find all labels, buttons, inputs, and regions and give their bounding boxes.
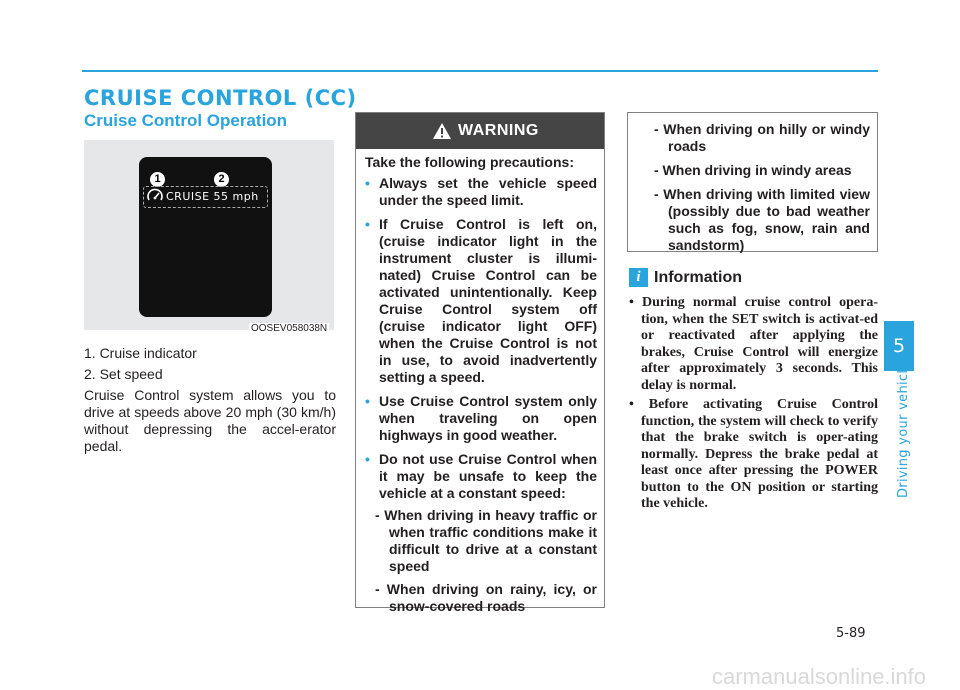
legend-item-cruise-indicator: 1. Cruise indicator (84, 345, 197, 361)
section-title: CRUISE CONTROL (CC) (84, 86, 357, 110)
figure-code: OOSEV058038N (251, 323, 328, 334)
top-rule (82, 70, 878, 72)
figure-marker-2: 2 (214, 172, 229, 187)
bullet-dot-icon: • (365, 216, 370, 232)
warning-intro: Take the following precautions: (365, 154, 574, 170)
warning-triangle-icon (432, 122, 452, 140)
warning-continued-body (646, 121, 870, 261)
information-title: Information (654, 269, 742, 286)
bullet-dot-icon: • (365, 393, 370, 409)
chapter-name: Driving your vehicle (896, 361, 911, 498)
warning-bullet: • If Cruise Control is left on, (cruise indicator light in the instrument cluster is illumi-nated) Cruise Control can be activated unintentionally. Keep Cruise Control system off (cruise indicator light OFF) when the Cruise Control is not in use, to avoid inadvertently setting a speed. (365, 216, 597, 385)
sub-title: Cruise Control Operation (84, 111, 288, 130)
figure-marker-1: 1 (150, 172, 165, 187)
watermark: carmanualsonline.info (712, 664, 927, 689)
warning-body (365, 154, 597, 621)
information-bullet: • Before activating Cruise Control function, the system will check to verify that the brake switch is oper-ating normally. Depress the brake pedal at least once after pressing the POWER button to the ON position or starting the vehicle. (629, 397, 878, 511)
chapter-number-tab: 5 (884, 321, 914, 371)
warning-continued-box (627, 112, 878, 252)
information-body (627, 295, 878, 516)
information-icon: i (629, 268, 648, 287)
description-paragraph: Cruise Control system allows you to drive at speeds above 20 mph (30 km/h) without depressing the accel-erator pedal. (84, 387, 336, 454)
information-bullet: • During normal cruise control opera-tion, when the SET switch is activat-ed or reactivated after applying the brakes, Cruise Control will energize after approximately 3 seconds. This delay is normal. (629, 295, 878, 393)
warning-sub-item: - When driving on rainy, icy, or snow-covered roads (375, 581, 597, 614)
warning-sub-item: - When driving in heavy traffic or when traffic conditions make it difficult to drive at a constant speed (375, 507, 597, 574)
warning-sub-item: - When driving in windy areas (654, 162, 852, 178)
bullet-dot-icon: • (365, 175, 370, 191)
warning-bullet: • Always set the vehicle speed under the speed limit. (365, 175, 597, 208)
warning-header (356, 113, 604, 149)
page-number: 5-89 (836, 626, 866, 641)
warning-sub-item: - When driving with limited view (possibly due to bad weather such as fog, snow, rain and sandstorm) (654, 186, 870, 253)
left-column-text (84, 345, 336, 455)
cruise-speedometer-icon (146, 188, 164, 204)
legend-item-set-speed: 2. Set speed (84, 366, 163, 382)
warning-label: WARNING (458, 122, 539, 139)
cruise-display-text: CRUISE 55 mph (166, 190, 259, 203)
warning-bullet: • Use Cruise Control system only when traveling on open highways in good weather. (365, 393, 597, 443)
warning-bullet: • Do not use Cruise Control when it may be unsafe to keep the vehicle at a constant speed: (365, 451, 597, 501)
bullet-dot-icon: • (365, 451, 370, 467)
warning-sub-item: - When driving on hilly or windy roads (654, 121, 870, 154)
warning-box (355, 112, 605, 614)
